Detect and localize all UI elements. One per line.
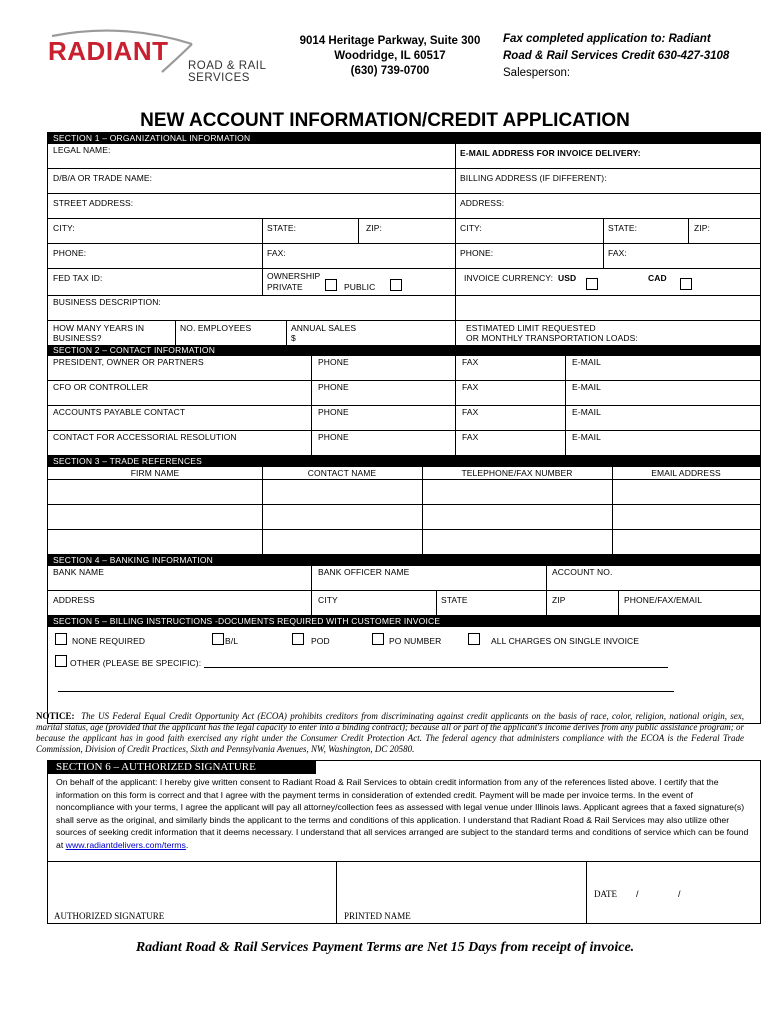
form-row: [48, 194, 760, 219]
contact-role-label[interactable]: CFO OR CONTROLLER: [53, 382, 149, 392]
form-row: [48, 321, 760, 345]
phone2-field[interactable]: PHONE:: [460, 248, 494, 258]
years-label-1[interactable]: HOW MANY YEARS IN: [53, 323, 145, 333]
contact-email-field[interactable]: E-MAIL: [572, 407, 601, 417]
logo-sub-line1: ROAD & RAIL: [188, 60, 267, 72]
section5-heading: SECTION 5 – BILLING INSTRUCTIONS -DOCUMENTS REQUIRED WITH CUSTOMER INVOICE: [48, 615, 760, 627]
public-checkbox[interactable]: [390, 279, 402, 291]
public-label: PUBLIC: [344, 282, 376, 292]
date-field[interactable]: DATE: [594, 889, 617, 899]
invoice-currency-label: INVOICE CURRENCY:: [464, 273, 554, 283]
bank-phone-field[interactable]: PHONE/FAX/EMAIL: [624, 595, 703, 605]
billing-address-field[interactable]: BILLING ADDRESS (IF DIFFERENT):: [460, 173, 607, 183]
contact-phone-field[interactable]: PHONE: [318, 357, 349, 367]
account-no-field[interactable]: ACCOUNT NO.: [552, 567, 613, 577]
page-title: NEW ACCOUNT INFORMATION/CREDIT APPLICATION: [140, 110, 630, 131]
fax-line1: Fax completed application to: Radiant: [503, 33, 711, 45]
logo-subtitle: [188, 60, 266, 84]
phone-field[interactable]: PHONE:: [53, 248, 87, 258]
bank-state-field[interactable]: STATE: [441, 595, 468, 605]
address-line1: 9014 Heritage Parkway, Suite 300: [299, 35, 481, 47]
bank-officer-field[interactable]: BANK OFFICER NAME: [318, 567, 410, 577]
city-field[interactable]: CITY:: [53, 223, 75, 233]
contact-fax-field[interactable]: FAX: [462, 357, 479, 367]
date-slash-2: /: [678, 889, 681, 899]
fax-line2: Road & Rail Services Credit 630-427-3108: [503, 50, 730, 62]
po-number-label: PO NUMBER: [389, 636, 442, 646]
pod-label: POD: [311, 636, 330, 646]
consent-period: .: [185, 839, 189, 850]
all-charges-label: ALL CHARGES ON SINGLE INVOICE: [491, 636, 640, 646]
trade-ref-row[interactable]: [48, 530, 760, 554]
street-address-field[interactable]: STREET ADDRESS:: [53, 198, 134, 208]
contact-fax-field[interactable]: FAX: [462, 407, 479, 417]
form-row: [48, 269, 760, 296]
consent-text: [48, 774, 760, 853]
trade-ref-header: [48, 467, 760, 480]
state-field[interactable]: STATE:: [267, 223, 297, 233]
section2-heading: SECTION 2 – CONTACT INFORMATION: [48, 345, 760, 356]
trade-ref-row[interactable]: [48, 505, 760, 530]
notice-text: The US Federal Equal Credit Opportunity Act (ECOA) prohibits creditors from discriminating against credit applicants on the basis of race, color, religion, national origin, sex, marital status, age (provided that the applicant has the legal capacity to enter into a binding contract); because all or part of the applicant's income derives from any public assistance program; or because the applicant has in good faith exercised any right under the Consumer Credit Protection Act. The federal agency that administers compliance with the ECOA is the Federal Trade Commission, Division of Credit Practices, Sixth and Pennsylvania Avenues, NW, Washington, DC 20580.: [36, 711, 745, 754]
telephone-header: TELEPHONE/FAX NUMBER: [461, 468, 573, 478]
signature-row: [48, 861, 760, 924]
bl-label: B/L: [225, 636, 239, 646]
section1-heading: SECTION 1 – ORGANIZATIONAL INFORMATION: [48, 133, 760, 144]
bl-checkbox[interactable]: [212, 633, 224, 645]
notice-label: NOTICE:: [36, 711, 75, 721]
logo-sub-line2: SERVICES: [188, 72, 250, 84]
trade-ref-row[interactable]: [48, 480, 760, 505]
consent-body: On behalf of the applicant: I hereby give written consent to Radiant Road & Rail Services to obtain credit information from any of the references listed above. I certify that the information on this form is correct and that I agree with the payment terms in consideration of extended credit. Payment will be made per invoice terms. In the event of noncompliance with your terms, I agree the applicant will pay all attorney/collection fees as assessed with legal venue under Illinois laws. Applicant agrees that a faxed signature(s) shall serve as the original, and similarly binds the applicant to the terms and conditions of this application. I understand that Radiant Road & Rail Services may also utilize other sources of seeking credit information that it deems necessary. I understand that all services arranged are subject to the standard terms and conditions of service which can be found at: [56, 777, 749, 850]
form-row: [48, 169, 760, 194]
pod-checkbox[interactable]: [292, 633, 304, 645]
authorized-signature-field[interactable]: AUTHORIZED SIGNATURE: [54, 911, 165, 921]
billing-instructions: [48, 627, 760, 723]
other-input-line[interactable]: [204, 667, 668, 668]
logo-wordmark: RADIANT: [48, 36, 169, 66]
annual-sales-field[interactable]: ANNUAL SALES: [291, 323, 357, 333]
bank-city-field[interactable]: CITY: [318, 595, 338, 605]
firm-name-header: FIRM NAME: [130, 468, 180, 478]
contact-role-label[interactable]: ACCOUNTS PAYABLE CONTACT: [53, 407, 186, 417]
contact-rows: [48, 356, 760, 455]
section3-heading: SECTION 3 – TRADE REFERENCES: [48, 455, 760, 467]
other-label: OTHER (PLEASE BE SPECIFIC):: [70, 658, 202, 668]
employees-field[interactable]: NO. EMPLOYEES: [180, 323, 252, 333]
bank-row: [48, 566, 760, 591]
contact-email-field[interactable]: E-MAIL: [572, 357, 601, 367]
dba-field[interactable]: D/B/A OR TRADE NAME:: [53, 173, 153, 183]
est-limit-label-2: OR MONTHLY TRANSPORTATION LOADS:: [466, 333, 638, 343]
payment-terms-footer: Radiant Road & Rail Services Payment Terms are Net 15 Days from receipt of invoice.: [135, 940, 635, 955]
salesperson-label: Salesperson:: [503, 67, 571, 79]
contact-email-field[interactable]: E-MAIL: [572, 382, 601, 392]
email-invoice-field[interactable]: E-MAIL ADDRESS FOR INVOICE DELIVERY:: [460, 148, 641, 158]
fax-field[interactable]: FAX:: [267, 248, 286, 258]
bank-name-field[interactable]: BANK NAME: [53, 567, 104, 577]
contact-row: [48, 356, 760, 381]
po-number-checkbox[interactable]: [372, 633, 384, 645]
address-field[interactable]: ADDRESS:: [460, 198, 505, 208]
address-line3: (630) 739-0700: [350, 65, 430, 77]
contact-role-label[interactable]: CONTACT FOR ACCESSORIAL RESOLUTION: [53, 432, 237, 442]
contact-fax-field[interactable]: FAX: [462, 382, 479, 392]
contact-fax-field[interactable]: FAX: [462, 432, 479, 442]
section6-heading: SECTION 6 – AUTHORIZED SIGNATURE: [48, 761, 316, 774]
contact-row: [48, 431, 760, 455]
company-address: [280, 34, 500, 79]
printed-name-field[interactable]: PRINTED NAME: [344, 911, 411, 921]
bank-address-field[interactable]: ADDRESS: [53, 595, 95, 605]
all-charges-checkbox[interactable]: [468, 633, 480, 645]
application-form: [47, 132, 761, 724]
cad-checkbox[interactable]: [680, 278, 692, 290]
address-line2: Woodridge, IL 60517: [334, 50, 446, 62]
other-checkbox[interactable]: [55, 655, 67, 667]
form-row: [48, 219, 760, 244]
form-row: [48, 296, 760, 321]
contact-name-header: CONTACT NAME: [307, 468, 377, 478]
other-input-line-2[interactable]: [58, 691, 674, 692]
none-required-label: NONE REQUIRED: [72, 636, 146, 646]
zip-field[interactable]: ZIP:: [366, 223, 382, 233]
contact-role-label[interactable]: PRESIDENT, OWNER OR PARTNERS: [53, 357, 204, 367]
private-label: PRIVATE: [267, 282, 303, 292]
fed-tax-field[interactable]: FED TAX ID:: [53, 273, 103, 283]
business-description-field[interactable]: BUSINESS DESCRIPTION:: [53, 297, 161, 307]
ownership-label: OWNERSHIP: [267, 271, 321, 281]
city2-field[interactable]: CITY:: [460, 223, 482, 233]
email-header: EMAIL ADDRESS: [651, 468, 721, 478]
none-required-checkbox[interactable]: [55, 633, 67, 645]
contact-row: [48, 381, 760, 406]
form-row: [48, 244, 760, 269]
zip2-field[interactable]: ZIP:: [694, 223, 710, 233]
private-checkbox[interactable]: [325, 279, 337, 291]
years-label-2: BUSINESS?: [53, 333, 102, 343]
usd-label: USD: [558, 273, 577, 283]
cad-label: CAD: [648, 273, 667, 283]
signature-section: [47, 760, 761, 924]
dollar-sign: $: [291, 333, 296, 343]
legal-name-field[interactable]: LEGAL NAME:: [53, 145, 111, 155]
terms-link[interactable]: www.radiantdelivers.com/terms: [65, 839, 186, 850]
section4-heading: SECTION 4 – BANKING INFORMATION: [48, 554, 760, 566]
usd-checkbox[interactable]: [586, 278, 598, 290]
bank-row: [48, 591, 760, 615]
fax2-field[interactable]: FAX:: [608, 248, 627, 258]
bank-zip-field[interactable]: ZIP: [552, 595, 566, 605]
contact-row: [48, 406, 760, 431]
est-limit-label-1[interactable]: ESTIMATED LIMIT REQUESTED: [466, 323, 596, 333]
contact-phone-field[interactable]: PHONE: [318, 432, 349, 442]
state2-field[interactable]: STATE:: [608, 223, 638, 233]
form-row: [48, 144, 760, 169]
date-slash-1: /: [636, 889, 639, 899]
contact-email-field[interactable]: E-MAIL: [572, 432, 601, 442]
ecoa-notice: [36, 711, 744, 755]
fax-instructions: [503, 31, 763, 82]
contact-phone-field[interactable]: PHONE: [318, 382, 349, 392]
contact-phone-field[interactable]: PHONE: [318, 407, 349, 417]
